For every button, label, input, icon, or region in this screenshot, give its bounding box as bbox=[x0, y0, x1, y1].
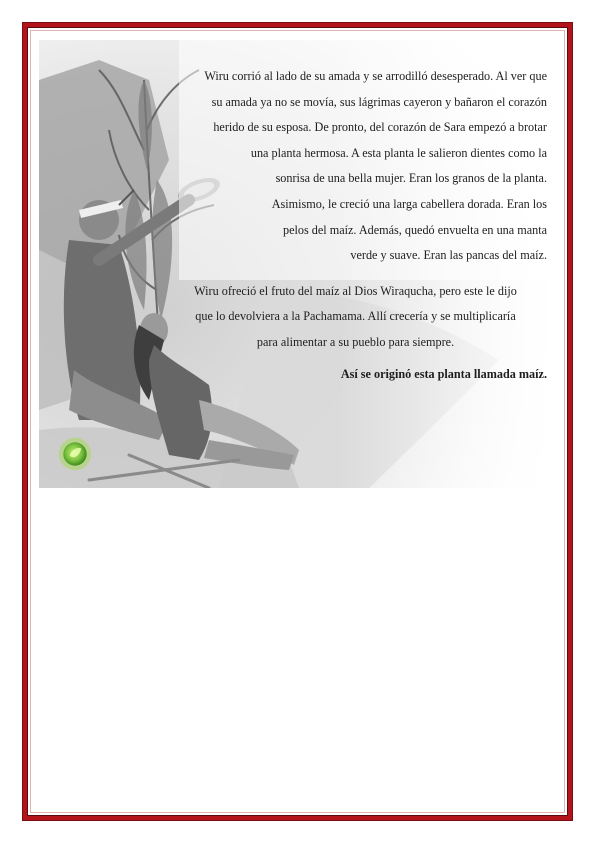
text-line: verde y suave. Eran las pancas del maíz. bbox=[350, 248, 547, 263]
text-line: para alimentar a su pueblo para siempre. bbox=[256, 334, 455, 349]
closing-line: Así se originó esta planta llamada maíz. bbox=[340, 366, 547, 381]
text-line: Asimismo, le creció una larga cabellera dorada. Eran los bbox=[271, 196, 547, 211]
text-line: herido de su esposa. De pronto, del corazón de Sara empezó a brotar bbox=[213, 120, 547, 135]
text-line: una planta hermosa. A esta planta le salieron dientes como la bbox=[250, 145, 547, 160]
text-line: pelos del maíz. Además, quedó envuelta en una manta bbox=[283, 222, 547, 237]
text-line: Wiru corrió al lado de su amada y se arrodilló desesperado. Al ver que bbox=[204, 69, 547, 83]
paragraph-2 bbox=[140, 279, 547, 356]
text-line: que lo devolviera a la Pachamama. Allí crecería y se multiplicaría bbox=[195, 309, 516, 324]
text-line: su amada ya no se movía, sus lágrimas cayeron y bañaron el corazón bbox=[211, 94, 547, 109]
text-line: sonrisa de una bella mujer. Eran los granos de la planta. bbox=[275, 171, 547, 186]
paragraph-1 bbox=[140, 64, 547, 269]
story-text bbox=[140, 64, 547, 387]
text-line: Wiru ofreció el fruto del maíz al Dios Wiraqucha, pero este le dijo bbox=[194, 283, 517, 298]
green-leaf-badge-icon bbox=[57, 436, 93, 472]
